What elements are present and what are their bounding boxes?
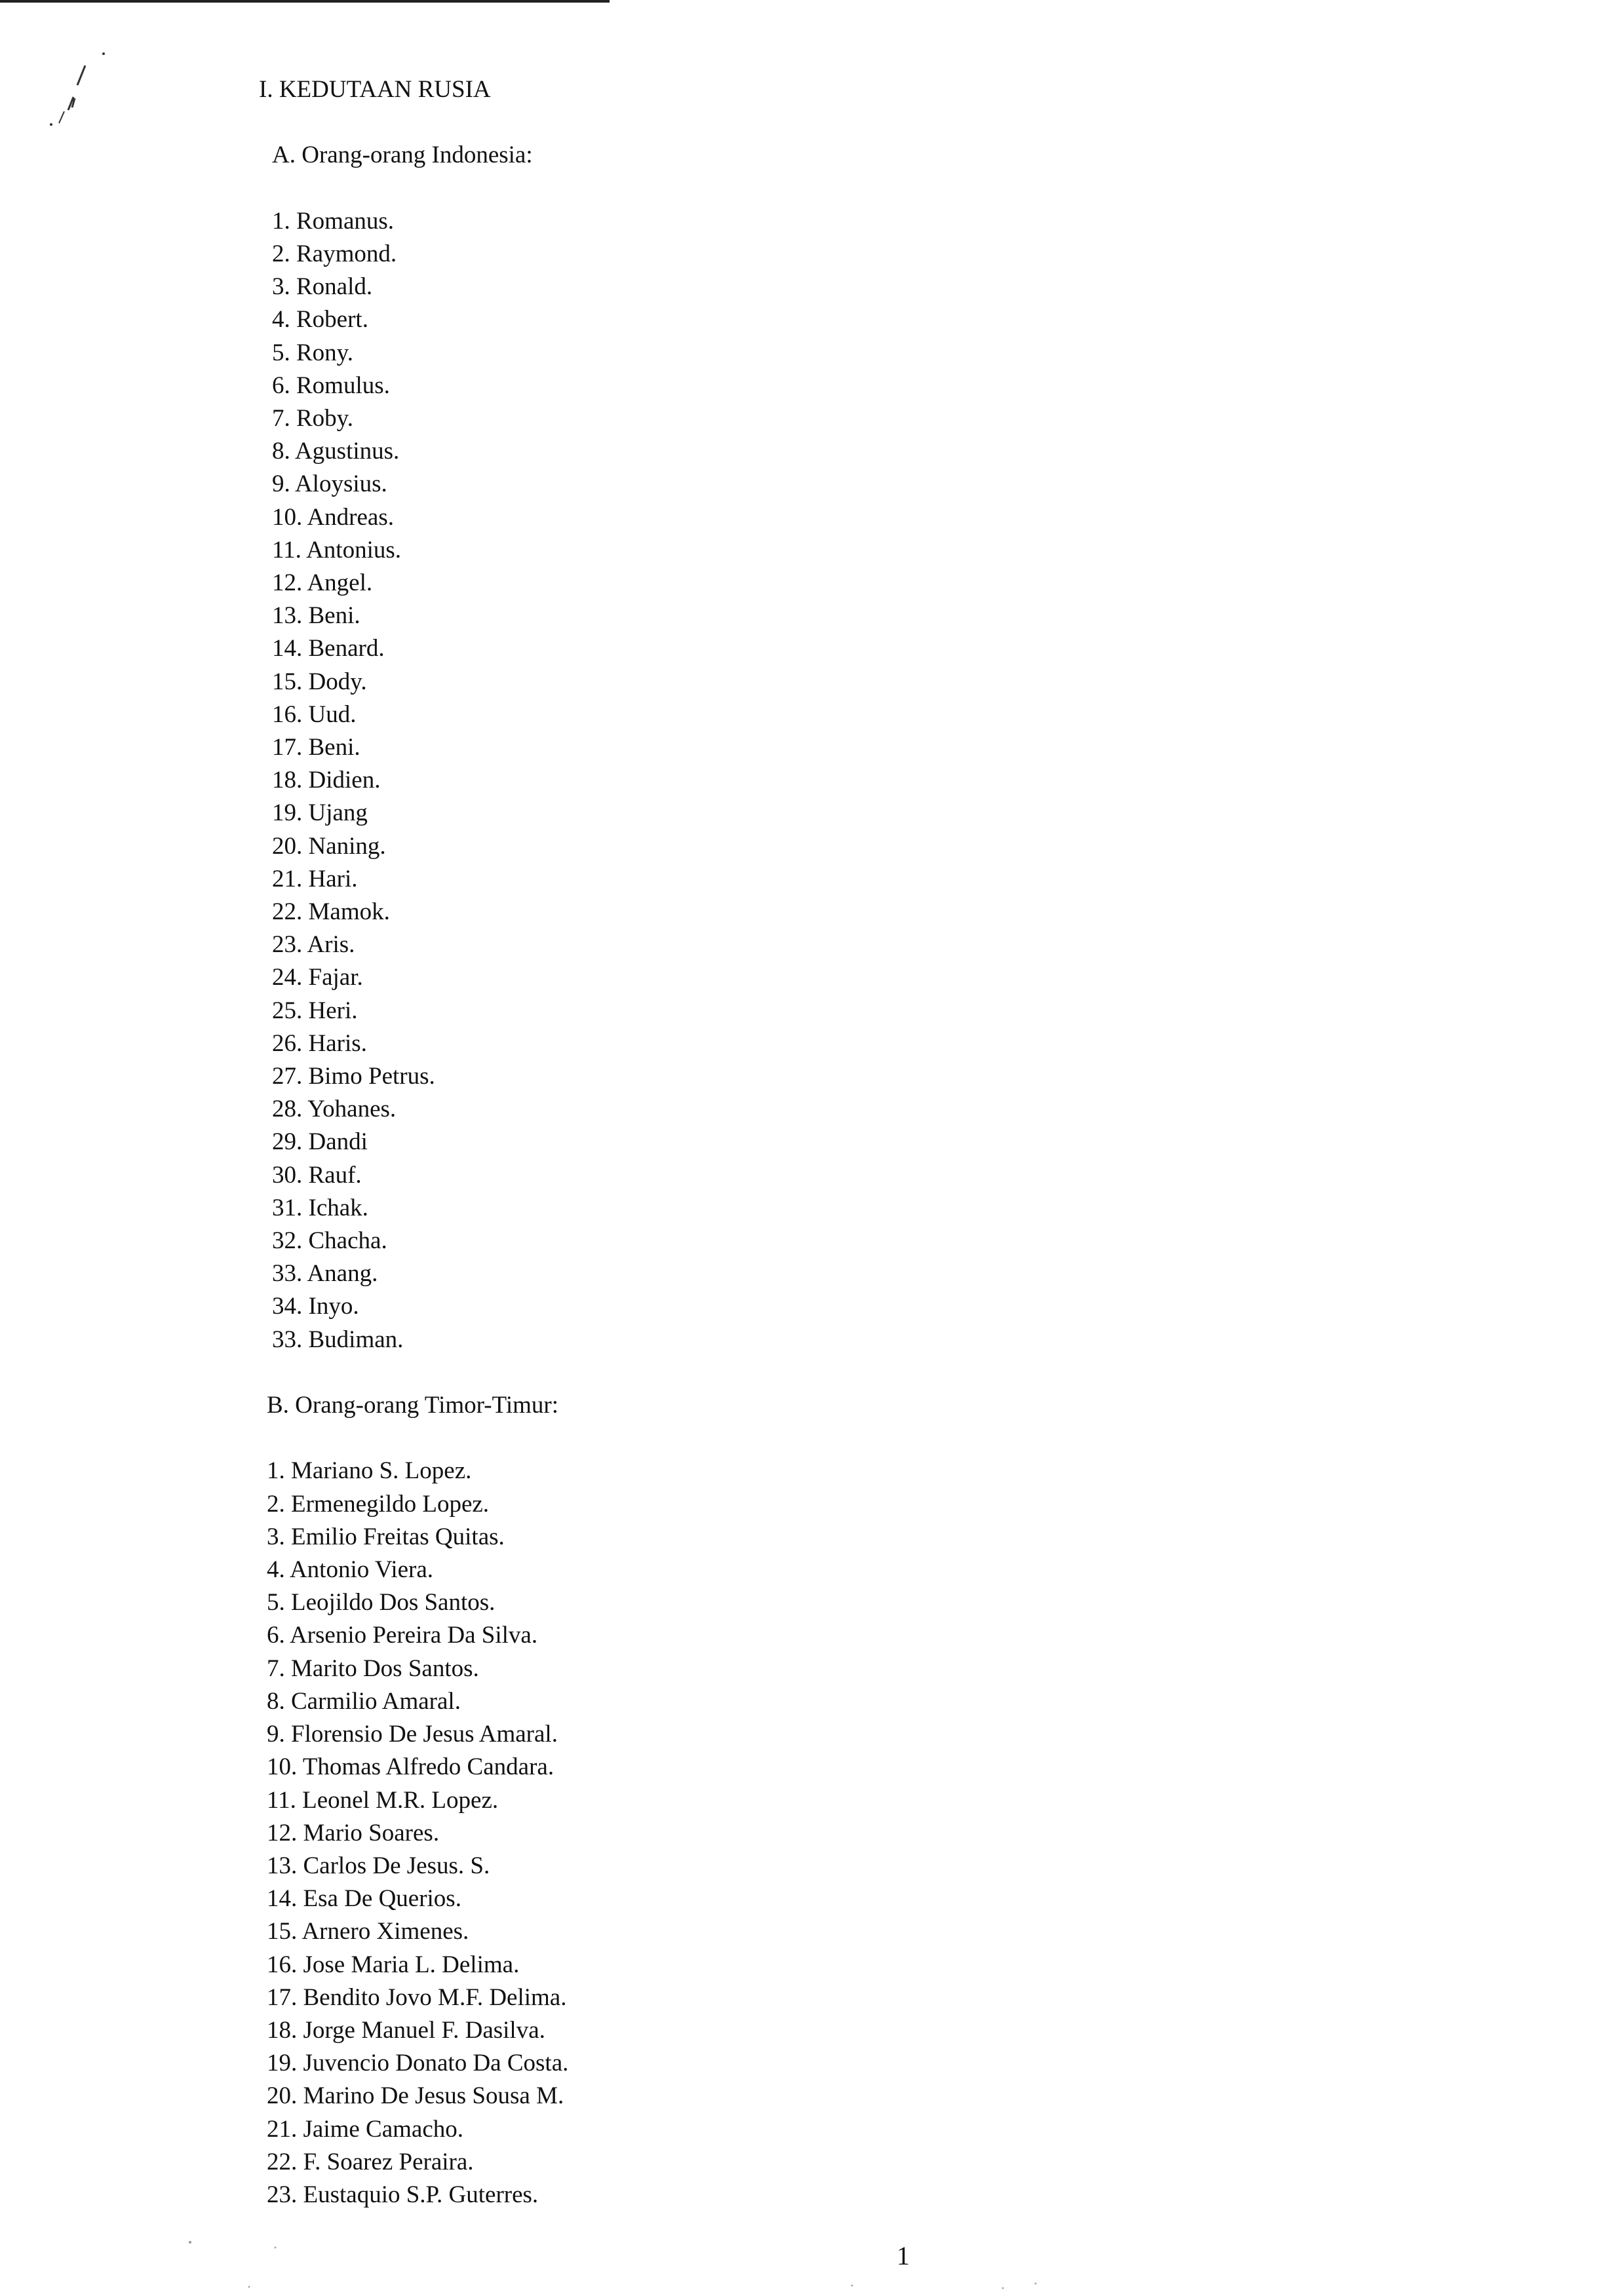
list-item: 7. Marito Dos Santos. [267,1655,479,1682]
top-scan-rule [0,0,610,3]
list-item: 32. Chacha. [272,1227,387,1255]
list-item: 21. Jaime Camacho. [267,2115,464,2143]
list-item: 16. Uud. [272,700,357,728]
list-item: 19. Juvencio Donato Da Costa. [267,2050,569,2077]
list-item: 15. Dody. [272,668,367,695]
list-item: 21. Hari. [272,865,358,892]
list-item: 9. Florensio De Jesus Amaral. [267,1721,558,1748]
list-item: 27. Bimo Petrus. [272,1063,435,1090]
list-item: 13. Carlos De Jesus. S. [267,1852,490,1879]
list-item: 3. Ronald. [272,273,373,301]
list-item: 17. Bendito Jovo M.F. Delima. [267,1983,567,2011]
list-item: 22. Mamok. [272,898,390,926]
list-item: 10. Thomas Alfredo Candara. [267,1753,555,1781]
list-item: 31. Ichak. [272,1194,368,1221]
list-item: 3. Emilio Freitas Quitas. [267,1523,505,1550]
list-item: 17. Beni. [272,734,360,761]
list-item: 18. Jorge Manuel F. Dasilva. [267,2016,545,2044]
scan-specks [0,2228,1615,2296]
page-number: 1 [897,2241,910,2270]
section-a-title: A. Orang-orang Indonesia: [272,142,533,169]
list-item: 11. Antonius. [272,536,402,564]
list-item: 18. Didien. [272,767,381,794]
list-item: 23. Eustaquio S.P. Guterres. [267,2181,539,2208]
document-heading: I. KEDUTAAN RUSIA [259,76,491,103]
list-item: 33. Budiman. [272,1326,404,1353]
list-item: 12. Angel. [272,569,373,597]
list-item: 13. Beni. [272,602,360,630]
list-item: 10. Andreas. [272,503,394,531]
list-item: 25. Heri. [272,997,358,1024]
handwritten-mark [39,39,118,144]
list-item: 14. Benard. [272,635,385,662]
list-item: 30. Rauf. [272,1161,362,1189]
list-item: 7. Roby. [272,405,354,432]
list-item: 33. Anang. [272,1260,378,1288]
section-b-list [259,1455,1242,2211]
list-item: 4. Robert. [272,306,368,334]
list-item: 4. Antonio Viera. [267,1556,434,1584]
list-item: 24. Fajar. [272,964,363,991]
list-item: 28. Yohanes. [272,1096,397,1123]
list-item: 1. Mariano S. Lopez. [267,1457,472,1485]
list-item: 5. Rony. [272,339,354,366]
list-item: 20. Marino De Jesus Sousa M. [267,2082,564,2110]
section-a-list [259,205,1242,1356]
list-item: 8. Agustinus. [272,438,400,465]
list-item: 26. Haris. [272,1029,367,1057]
list-item: 2. Raymond. [272,240,397,267]
list-item: 23. Aris. [272,931,355,959]
list-item: 5. Leojildo Dos Santos. [267,1589,496,1617]
list-item: 19. Ujang [272,799,368,827]
list-item: 14. Esa De Querios. [267,1885,461,1913]
list-item: 1. Romanus. [272,207,395,235]
list-item: 9. Aloysius. [272,470,387,498]
list-item: 6. Arsenio Pereira Da Silva. [267,1622,538,1649]
list-item: 29. Dandi [272,1128,368,1156]
document-body [259,73,1242,2211]
list-item: 16. Jose Maria L. Delima. [267,1951,520,1978]
list-item: 34. Inyo. [272,1293,359,1320]
list-item: 20. Naning. [272,832,386,860]
list-item: 11. Leonel M.R. Lopez. [267,1786,499,1814]
list-item: 6. Romulus. [272,372,390,399]
list-item: 15. Arnero Ximenes. [267,1918,469,1945]
list-item: 2. Ermenegildo Lopez. [267,1490,490,1518]
list-item: 22. F. Soarez Peraira. [267,2148,474,2175]
list-item: 8. Carmilio Amaral. [267,1687,461,1715]
list-item: 12. Mario Soares. [267,1819,440,1846]
section-b-title: B. Orang-orang Timor-Timur: [267,1392,559,1419]
